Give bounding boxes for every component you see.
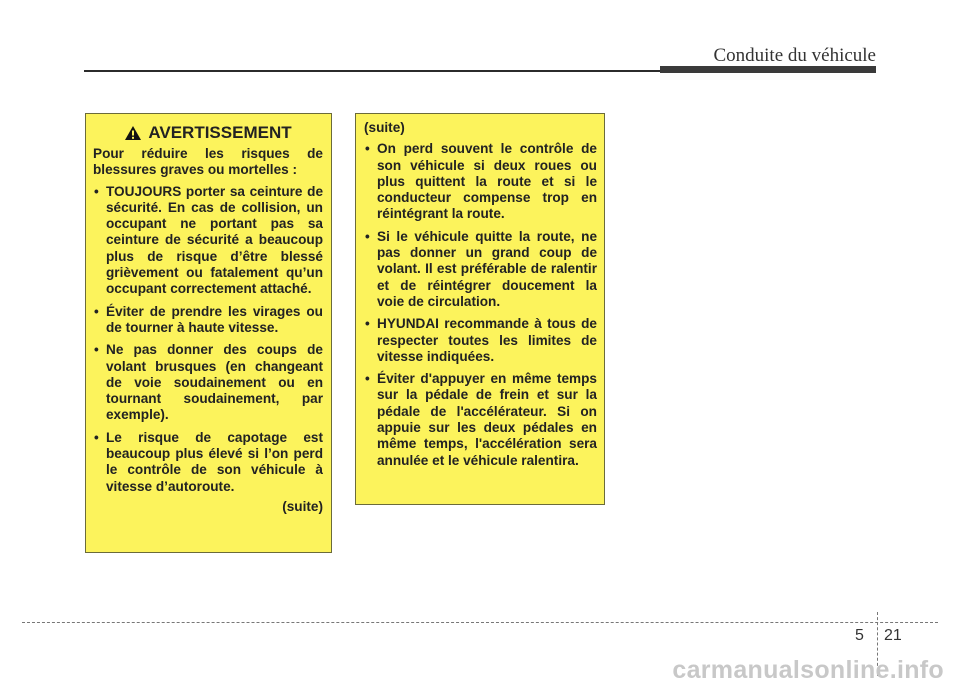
header-rule-thin [84, 70, 664, 72]
warning-list-item: • TOUJOURS porter sa ceinture de sécurité. En cas de collision, un occupant ne portant pas sa ceinture de sécurité a beaucoup plus de risque d’être blessé grièvement ou fatalement qu’un occupant correctement attaché. [93, 184, 323, 298]
continued-label: (suite) [282, 498, 323, 514]
chapter-number: 5 [855, 627, 864, 644]
warning-box-left [85, 113, 332, 553]
warning-list-item: • Éviter de prendre les virages ou de tourner à haute vitesse. [93, 304, 323, 337]
warning-box-right [355, 113, 605, 505]
continued-label: (suite) [364, 120, 405, 135]
warning-list-item: • Ne pas donner des coups de volant brusques (en changeant de voie soudainement ou en tournant soudainement, par exemple). [93, 342, 323, 423]
warning-list-item: • HYUNDAI recommande à tous de respecter toutes les limites de vitesse indiquées. [364, 316, 597, 365]
warning-triangle-icon [124, 125, 142, 141]
warning-list-item: • Éviter d'appuyer en même temps sur la pédale de frein et sur la pédale de l'accélérateur. Si on appuie sur les deux pédales en même temps, l'accélération sera annulée et le véhicule ralentira. [364, 371, 597, 469]
warning-heading-text: AVERTISSEMENT [148, 123, 292, 142]
warning-list-item: • On perd souvent le contrôle de son véhicule si deux roues ou plus quittent la route et si le conducteur compense trop en réintégrant la route. [364, 141, 597, 222]
page-number: 21 [884, 627, 902, 644]
warning-list-item: • Le risque de capotage est beaucoup plus élevé si l’on perd le contrôle de son véhicule à vitesse d’autoroute. [93, 430, 323, 495]
watermark-text: carmanualsonline.info [672, 656, 944, 684]
header-rule-thick [660, 66, 876, 73]
footer-divider [22, 622, 938, 623]
warning-heading [93, 122, 323, 144]
warning-list-right [364, 141, 597, 469]
warning-list-item: • Si le véhicule quitte la route, ne pas donner un grand coup de volant. Il est préférable de ralentir et de réintégrer doucement la voie de circulation. [364, 229, 597, 310]
warning-list-left [93, 184, 323, 495]
page-header-title: Conduite du véhicule [713, 45, 876, 66]
warning-intro: Pour réduire les risques de blessures graves ou mortelles : [93, 146, 323, 178]
